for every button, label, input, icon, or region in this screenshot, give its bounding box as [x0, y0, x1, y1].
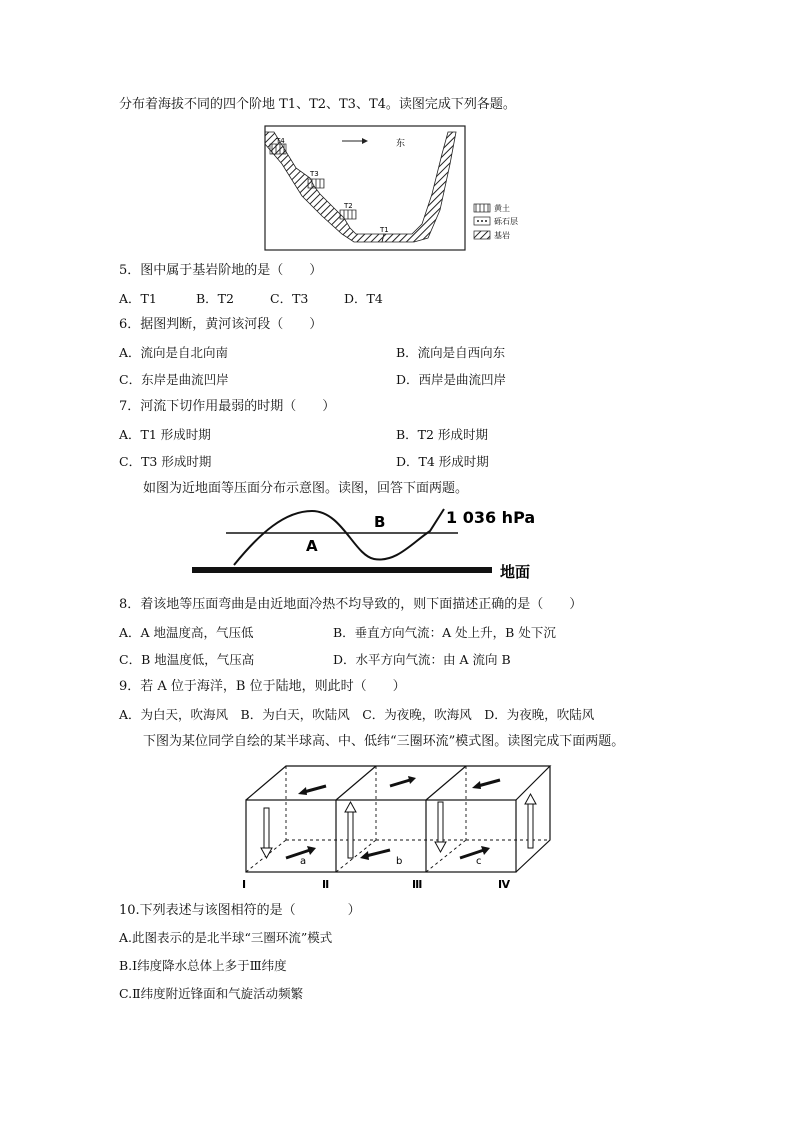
cell-b-label: b [396, 856, 403, 867]
t1-label: T1 [380, 226, 389, 234]
ground-label: 地面 [500, 563, 531, 581]
intro-terraces: 分布着海拔不同的四个阶地 T1、T2、T3、T4。读图完成下列各题。 [119, 97, 516, 112]
q7-stem: 7．河流下切作用最弱的时期（ ） [119, 399, 336, 414]
t2-loess [340, 210, 356, 219]
legend-gravel: 砾石层 [494, 217, 518, 226]
cell-c-label: c [476, 856, 482, 867]
q5-option-c: C．T3 [270, 291, 309, 306]
ground-bar [192, 567, 492, 573]
t4-loess [270, 144, 286, 154]
cell-a-label: a [300, 856, 307, 867]
q10-stem: 10.下列表述与该图相符的是（ ） [119, 903, 361, 918]
t3-loess [308, 179, 324, 188]
q6-option-a: A．流向是自北向南 [119, 345, 229, 360]
label-a: A [306, 537, 318, 555]
t4-label: T4 [276, 137, 285, 145]
pressure-label: 1 036 hPa [446, 508, 536, 527]
latitude-4-label: Ⅳ [498, 878, 511, 891]
q5-option-a: A．T1 [119, 291, 157, 306]
q7-option-a: A．T1 形成时期 [119, 427, 211, 442]
q9-stem: 9．若 A 位于海洋，B 位于陆地，则此时（ ） [119, 679, 406, 694]
q10-option-b: B.Ⅰ纬度降水总体上多于Ⅲ纬度 [119, 958, 287, 973]
t3-label: T3 [310, 170, 319, 178]
q6-option-b: B．流向是自西向东 [396, 345, 506, 360]
river-terrace-figure [262, 124, 534, 254]
q8-option-d: D．水平方向气流：由 A 流向 B [333, 652, 511, 667]
q6-stem: 6．据图判断，黄河该河段（ ） [119, 317, 323, 332]
t2-label: T2 [344, 202, 353, 210]
q7-option-c: C．T3 形成时期 [119, 454, 212, 469]
q8-option-c: C．B 地温度低，气压高 [119, 652, 255, 667]
three-cell-circulation-figure [240, 760, 556, 892]
east-label: 东 [396, 139, 406, 149]
q8-option-a: A．A 地温度高，气压低 [119, 625, 254, 640]
legend-loess: 黄土 [494, 204, 510, 213]
latitude-2-label: Ⅱ [322, 878, 330, 891]
q6-option-d: D．西岸是曲流凹岸 [396, 372, 507, 387]
bedrock-east [382, 132, 456, 242]
q6-option-c: C．东岸是曲流凹岸 [119, 372, 229, 387]
q8-stem: 8．着该地等压面弯曲是由近地面冷热不均导致的，则下面描述正确的是（ ） [119, 597, 583, 612]
legend-bedrock: 基岩 [494, 231, 510, 240]
intro-pressure: 如图为近地面等压面分布示意图。读图，回答下面两题。 [143, 481, 469, 496]
intro-circulation: 下图为某位同学自绘的某半球高、中、低纬“三圈环流”模式图。读图完成下面两题。 [143, 734, 625, 749]
q10-option-a: A.此图表示的是北半球“三圈环流”模式 [119, 930, 333, 945]
q5-stem: 5．图中属于基岩阶地的是（ ） [119, 263, 323, 278]
q7-option-d: D．T4 形成时期 [396, 454, 489, 469]
q8-option-b: B．垂直方向气流：A 处上升，B 处下沉 [333, 625, 556, 640]
q5-option-d: D．T4 [344, 291, 383, 306]
q9-options: A．为白天，吹海风 B．为白天，吹陆风 C．为夜晚，吹海风 D．为夜晚，吹陆风 [119, 707, 595, 722]
latitude-1-label: Ⅰ [242, 878, 247, 891]
q10-option-c: C.Ⅱ纬度附近锋面和气旋活动频繁 [119, 986, 304, 1001]
isobaric-curve [234, 509, 444, 565]
label-b: B [374, 513, 386, 531]
isobaric-surface-figure [190, 503, 552, 585]
q7-option-b: B．T2 形成时期 [396, 427, 488, 442]
latitude-3-label: Ⅲ [412, 878, 423, 891]
q5-option-b: B．T2 [196, 291, 234, 306]
